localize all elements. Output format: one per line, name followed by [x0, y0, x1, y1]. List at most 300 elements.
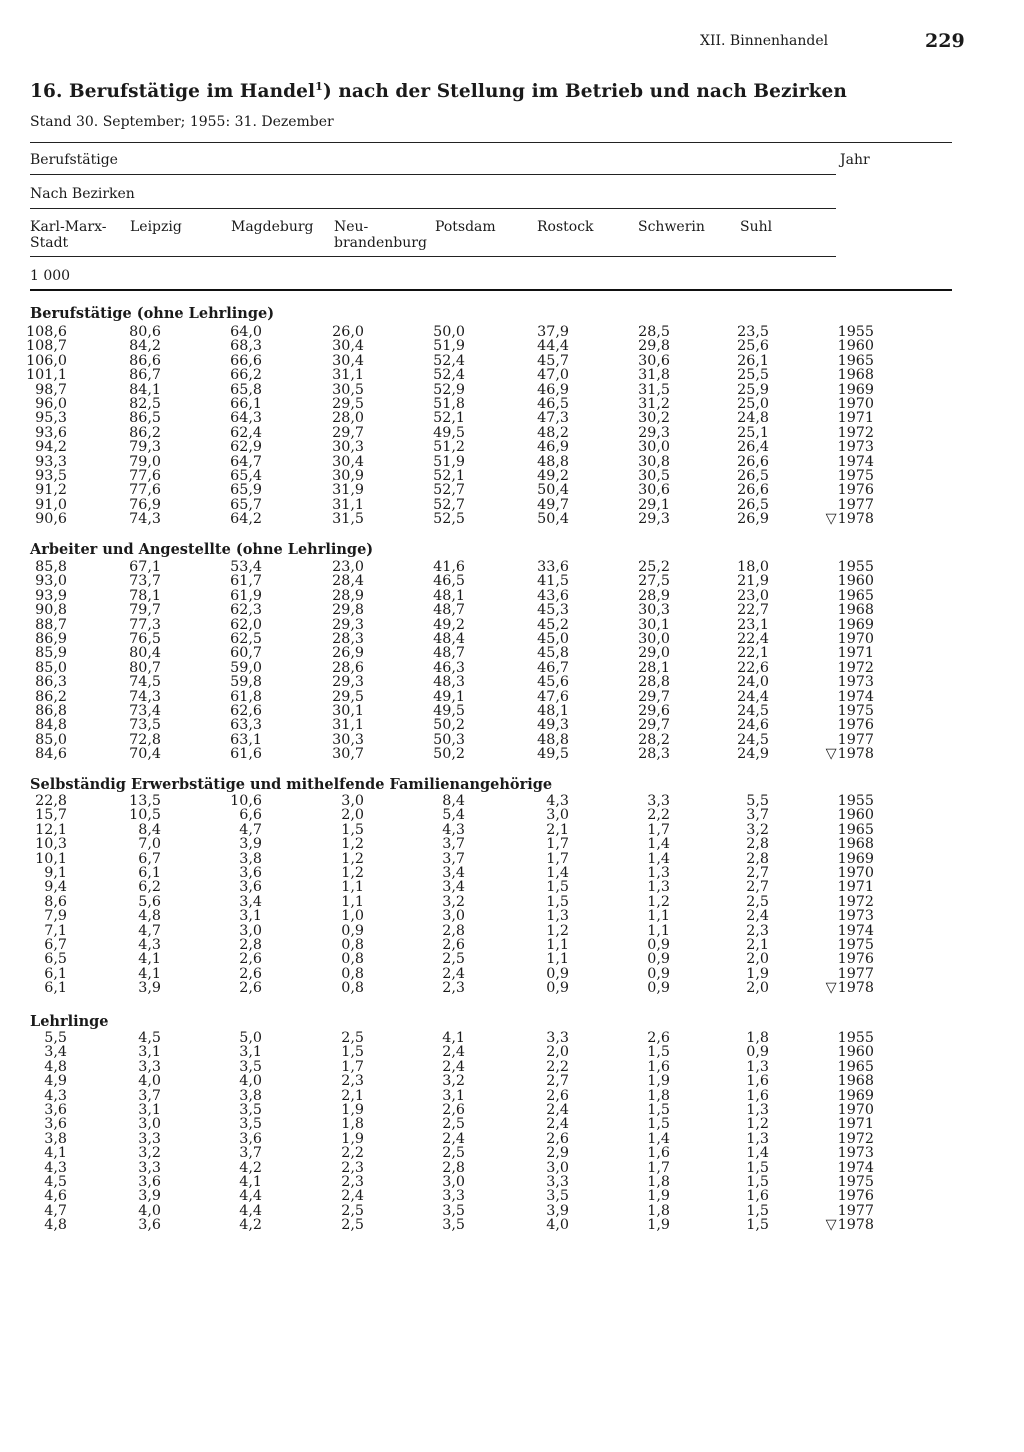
- table-cell: 28,1: [638, 659, 670, 676]
- table-cell: 64,2: [230, 511, 262, 528]
- table-row: [0, 794, 1024, 808]
- header-nach-bezirken: Nach Bezirken: [30, 186, 135, 202]
- table-cell: 22,1: [737, 645, 769, 662]
- table-cell: 93,3: [35, 453, 67, 470]
- running-head: XII. Binnenhandel: [700, 33, 829, 49]
- table-row: [0, 1031, 1024, 1045]
- table-cell: 3,3: [138, 1058, 161, 1075]
- table-cell: 52,9: [433, 381, 465, 398]
- table-cell: 3,5: [546, 1188, 569, 1205]
- table-cell: 65,7: [230, 496, 262, 513]
- table-cell: 2,2: [647, 807, 670, 824]
- table-cell: 30,7: [332, 746, 364, 763]
- table-cell: 65,9: [230, 482, 262, 499]
- table-cell: 86,3: [35, 674, 67, 691]
- table-cell: 25,1: [737, 424, 769, 441]
- year-label: 1974: [837, 922, 874, 939]
- table-cell: 43,6: [537, 587, 569, 604]
- table-cell: 1,8: [341, 1116, 364, 1133]
- year-cell: [818, 618, 874, 632]
- table-cell: 46,5: [537, 396, 569, 412]
- table-cell: 46,3: [433, 659, 465, 676]
- table-cell: 78,1: [129, 587, 161, 604]
- table-cell: 5,4: [442, 807, 465, 824]
- year-cell: [818, 354, 874, 368]
- table-cell: 1,4: [647, 1130, 670, 1147]
- table-cell: 79,7: [129, 602, 161, 619]
- table-row: [0, 733, 1024, 747]
- table-row: [0, 967, 1024, 981]
- year-cell: [818, 733, 874, 747]
- year-label: 1973: [837, 908, 874, 925]
- table-cell: 1,9: [647, 1073, 670, 1090]
- table-cell: 3,1: [239, 908, 262, 925]
- table-cell: 27,5: [638, 573, 670, 590]
- table-cell: 24,8: [737, 410, 769, 427]
- table-cell: 2,3: [341, 1174, 364, 1190]
- table-cell: 1,2: [647, 893, 670, 910]
- table-cell: 1,2: [546, 922, 569, 939]
- table-cell: 90,8: [35, 602, 67, 619]
- table-cell: 8,4: [442, 793, 465, 809]
- table-cell: 1,4: [546, 865, 569, 881]
- table-cell: 30,4: [332, 338, 364, 355]
- table-cell: 91,0: [35, 496, 67, 513]
- table-cell: 23,1: [737, 616, 769, 633]
- table-cell: 4,0: [239, 1073, 262, 1090]
- table-cell: 45,0: [537, 631, 569, 647]
- year-label: 1970: [837, 631, 874, 647]
- table-cell: 9,1: [44, 865, 67, 881]
- table-cell: 31,5: [638, 381, 670, 398]
- table-cell: 52,1: [433, 468, 465, 484]
- table-cell: 52,1: [433, 410, 465, 427]
- year-label: 1970: [837, 865, 874, 881]
- table-cell: 6,5: [44, 951, 67, 968]
- table-cell: 3,6: [239, 879, 262, 896]
- table-cell: 4,0: [138, 1202, 161, 1219]
- year-cell: [818, 1117, 874, 1131]
- table-cell: 3,9: [138, 1188, 161, 1205]
- table-cell: 6,1: [44, 965, 67, 982]
- table-row: [0, 909, 1024, 923]
- table-cell: 8,4: [138, 821, 161, 838]
- table-cell: 1,5: [647, 1044, 670, 1061]
- table-cell: 48,1: [537, 703, 569, 719]
- table-cell: 2,6: [546, 1087, 569, 1104]
- table-cell: 86,2: [129, 424, 161, 441]
- table-cell: 65,4: [230, 468, 262, 484]
- table-cell: 74,3: [129, 688, 161, 705]
- table-cell: 1,9: [341, 1102, 364, 1118]
- table-cell: 41,6: [433, 559, 465, 575]
- table-cell: 85,8: [35, 559, 67, 575]
- table-cell: 2,0: [341, 807, 364, 824]
- table-cell: 91,2: [35, 482, 67, 499]
- table-cell: 4,7: [239, 821, 262, 838]
- table-cell: 29,3: [332, 674, 364, 691]
- table-cell: 3,0: [138, 1116, 161, 1133]
- col-header-leipzig: Leipzig: [130, 219, 182, 235]
- table-cell: 1,3: [746, 1102, 769, 1118]
- table-cell: 9,4: [44, 879, 67, 896]
- table-row: [0, 718, 1024, 732]
- table-cell: 2,1: [546, 821, 569, 838]
- table-cell: 48,1: [433, 587, 465, 604]
- table-cell: 84,8: [35, 717, 67, 734]
- table-cell: 2,2: [341, 1145, 364, 1162]
- table-cell: 93,0: [35, 573, 67, 590]
- table-cell: 51,2: [433, 439, 465, 456]
- year-label: 1972: [837, 659, 874, 676]
- table-row: [0, 880, 1024, 894]
- table-cell: 84,2: [129, 338, 161, 355]
- table-cell: 49,2: [433, 616, 465, 633]
- table-cell: 62,5: [230, 631, 262, 647]
- table-cell: 3,3: [138, 1159, 161, 1176]
- year-cell: [818, 1175, 874, 1189]
- year-cell: [818, 1146, 874, 1160]
- table-cell: 4,6: [44, 1188, 67, 1205]
- table-cell: 2,5: [442, 1116, 465, 1133]
- table-cell: 37,9: [537, 324, 569, 340]
- table-cell: 48,8: [537, 453, 569, 470]
- table-cell: 26,5: [737, 496, 769, 513]
- table-cell: 1,7: [647, 1159, 670, 1176]
- table-cell: 1,9: [647, 1188, 670, 1205]
- table-cell: 74,5: [129, 674, 161, 691]
- table-cell: 29,5: [332, 396, 364, 412]
- table-cell: 30,9: [332, 468, 364, 484]
- table-cell: 1,7: [546, 836, 569, 853]
- table-cell: 2,5: [442, 1145, 465, 1162]
- year-label: 1965: [837, 821, 874, 838]
- table-cell: 28,5: [638, 324, 670, 340]
- table-cell: 2,4: [546, 1116, 569, 1133]
- table-cell: 85,0: [35, 731, 67, 748]
- year-cell: [818, 483, 874, 497]
- table-cell: 28,9: [332, 587, 364, 604]
- table-cell: 30,0: [638, 439, 670, 456]
- header-rule-bottom: [30, 289, 952, 291]
- section-title: Selbständig Erwerbstätige und mithelfende Familienangehörige: [30, 776, 553, 793]
- year-cell: [818, 794, 874, 808]
- table-cell: 59,8: [230, 674, 262, 691]
- table-cell: 68,3: [230, 338, 262, 355]
- table-cell: 2,8: [442, 922, 465, 939]
- table-cell: 61,6: [230, 746, 262, 763]
- year-cell: [818, 718, 874, 732]
- table-cell: 2,5: [341, 1202, 364, 1219]
- table-cell: 80,6: [129, 324, 161, 340]
- table-cell: 30,1: [638, 616, 670, 633]
- table-cell: 21,9: [737, 573, 769, 590]
- table-cell: 3,0: [442, 908, 465, 925]
- table-cell: 96,0: [35, 396, 67, 412]
- table-cell: 85,0: [35, 659, 67, 676]
- table-cell: 1,4: [647, 836, 670, 853]
- table-cell: 3,6: [44, 1116, 67, 1133]
- table-cell: 4,1: [44, 1145, 67, 1162]
- year-cell: [818, 574, 874, 588]
- table-cell: 3,1: [239, 1044, 262, 1061]
- table-cell: 2,5: [341, 1217, 364, 1234]
- table-cell: 88,7: [35, 616, 67, 633]
- year-cell: [818, 808, 874, 822]
- table-cell: 1,5: [746, 1202, 769, 1219]
- table-cell: 45,3: [537, 602, 569, 619]
- year-cell: [818, 426, 874, 440]
- table-cell: 1,7: [546, 850, 569, 867]
- col-header-suhl: Suhl: [740, 219, 773, 235]
- table-row: [0, 498, 1024, 512]
- header-rule-top: [30, 142, 952, 143]
- table-cell: 3,7: [442, 850, 465, 867]
- table-cell: 4,9: [44, 1073, 67, 1090]
- table-cell: 3,8: [239, 850, 262, 867]
- table-cell: 1,7: [647, 821, 670, 838]
- table-cell: 1,7: [341, 1058, 364, 1075]
- table-cell: 25,2: [638, 559, 670, 575]
- year-label: 1972: [837, 1130, 874, 1147]
- table-cell: 73,4: [129, 703, 161, 719]
- table-cell: 6,6: [239, 807, 262, 824]
- table-row: [0, 866, 1024, 880]
- table-cell: 26,4: [737, 439, 769, 456]
- table-cell: 108,7: [26, 338, 67, 355]
- table-cell: 70,4: [129, 746, 161, 763]
- year-cell: [818, 1132, 874, 1146]
- table-cell: 73,7: [129, 573, 161, 590]
- table-cell: 1,1: [546, 951, 569, 968]
- table-cell: 25,6: [737, 338, 769, 355]
- table-cell: 0,9: [746, 1044, 769, 1061]
- table-cell: 48,2: [537, 424, 569, 441]
- table-cell: 1,4: [746, 1145, 769, 1162]
- table-cell: 25,5: [737, 367, 769, 384]
- table-row: [0, 704, 1024, 718]
- table-cell: 62,6: [230, 703, 262, 719]
- table-cell: 1,2: [341, 850, 364, 867]
- table-cell: 76,5: [129, 631, 161, 647]
- year-label: 1977: [837, 965, 874, 982]
- table-cell: 1,3: [647, 879, 670, 896]
- table-cell: 30,2: [638, 410, 670, 427]
- table-row: [0, 661, 1024, 675]
- table-cell: 5,6: [138, 893, 161, 910]
- table-row: [0, 589, 1024, 603]
- year-label: 1971: [837, 879, 874, 896]
- table-title: [30, 80, 847, 102]
- table-cell: 73,5: [129, 717, 161, 734]
- table-cell: 3,5: [239, 1116, 262, 1133]
- table-row: [0, 455, 1024, 469]
- table-row: [0, 1175, 1024, 1189]
- col-header-schwerin: Schwerin: [638, 219, 705, 235]
- year-cell: [818, 1060, 874, 1074]
- year-cell: [818, 560, 874, 574]
- table-row: [0, 852, 1024, 866]
- table-cell: 2,8: [442, 1159, 465, 1176]
- table-row: [0, 397, 1024, 411]
- table-cell: 0,9: [546, 965, 569, 982]
- table-cell: 45,6: [537, 674, 569, 691]
- table-cell: 49,1: [433, 688, 465, 705]
- year-label: 1969: [837, 381, 874, 398]
- table-cell: 31,9: [332, 482, 364, 499]
- table-cell: 5,5: [44, 1030, 67, 1046]
- year-label: 1973: [837, 439, 874, 456]
- year-label: 1960: [837, 1044, 874, 1061]
- table-cell: 4,1: [239, 1174, 262, 1190]
- table-cell: 23,0: [332, 559, 364, 575]
- year-cell: [818, 880, 874, 894]
- table-cell: 0,9: [647, 980, 670, 997]
- year-label: 1973: [837, 1145, 874, 1162]
- footnote-marker: 1: [315, 80, 323, 93]
- table-cell: 2,8: [746, 850, 769, 867]
- provisional-mark: ▽: [825, 511, 837, 528]
- year-cell: [818, 837, 874, 851]
- table-cell: 86,2: [35, 688, 67, 705]
- table-cell: 0,9: [647, 965, 670, 982]
- year-label: 1976: [837, 1188, 874, 1205]
- table-row: [0, 895, 1024, 909]
- year-label: 1978: [837, 746, 874, 763]
- table-cell: 2,7: [546, 1073, 569, 1090]
- table-cell: 2,6: [239, 980, 262, 997]
- table-cell: 4,8: [44, 1217, 67, 1234]
- table-row: [0, 368, 1024, 382]
- table-cell: 49,2: [537, 468, 569, 484]
- table-cell: 85,9: [35, 645, 67, 662]
- year-label: 1955: [837, 1030, 874, 1046]
- year-cell: [818, 1218, 874, 1232]
- year-label: 1960: [837, 573, 874, 590]
- table-cell: 1,6: [746, 1188, 769, 1205]
- table-cell: 1,5: [546, 879, 569, 896]
- table-cell: 24,0: [737, 674, 769, 691]
- table-cell: 48,7: [433, 602, 465, 619]
- table-row: [0, 823, 1024, 837]
- table-cell: 4,3: [442, 821, 465, 838]
- table-cell: 24,5: [737, 703, 769, 719]
- table-cell: 3,9: [546, 1202, 569, 1219]
- table-cell: 3,2: [746, 821, 769, 838]
- table-cell: 48,3: [433, 674, 465, 691]
- table-cell: 1,3: [746, 1130, 769, 1147]
- table-cell: 62,4: [230, 424, 262, 441]
- table-cell: 50,4: [537, 482, 569, 499]
- table-cell: 26,9: [737, 511, 769, 528]
- table-row: [0, 1074, 1024, 1088]
- table-title-main: Berufstätige im Handel: [69, 81, 316, 103]
- year-label: 1971: [837, 645, 874, 662]
- table-cell: 50,0: [433, 324, 465, 340]
- table-cell: 3,7: [442, 836, 465, 853]
- table-cell: 4,5: [44, 1174, 67, 1190]
- table-cell: 46,9: [537, 439, 569, 456]
- table-cell: 3,1: [138, 1102, 161, 1118]
- table-cell: 52,4: [433, 367, 465, 384]
- year-label: 1972: [837, 893, 874, 910]
- year-cell: [818, 747, 874, 761]
- table-cell: 31,8: [638, 367, 670, 384]
- table-cell: 1,6: [746, 1087, 769, 1104]
- year-label: 1969: [837, 616, 874, 633]
- table-row: [0, 1060, 1024, 1074]
- table-cell: 45,2: [537, 616, 569, 633]
- table-cell: 29,7: [332, 424, 364, 441]
- year-label: 1977: [837, 1202, 874, 1219]
- table-cell: 46,9: [537, 381, 569, 398]
- year-cell: [818, 1189, 874, 1203]
- table-cell: 7,1: [44, 922, 67, 939]
- year-label: 1971: [837, 410, 874, 427]
- table-cell: 24,4: [737, 688, 769, 705]
- table-cell: 30,3: [332, 731, 364, 748]
- table-cell: 77,6: [129, 468, 161, 484]
- year-cell: [818, 603, 874, 617]
- year-cell: [818, 675, 874, 689]
- table-row: [0, 1204, 1024, 1218]
- table-cell: 6,7: [138, 850, 161, 867]
- table-cell: 1,0: [341, 908, 364, 925]
- table-cell: 3,9: [138, 980, 161, 997]
- table-cell: 1,6: [746, 1073, 769, 1090]
- year-cell: [818, 469, 874, 483]
- table-cell: 1,3: [647, 865, 670, 881]
- year-cell: [818, 981, 874, 995]
- table-cell: 61,7: [230, 573, 262, 590]
- year-label: 1960: [837, 807, 874, 824]
- table-cell: 1,5: [647, 1116, 670, 1133]
- year-cell: [818, 866, 874, 880]
- unit-label: 1 000: [30, 268, 71, 284]
- header-berufstaetige: Berufstätige: [30, 152, 118, 168]
- table-row: [0, 574, 1024, 588]
- table-cell: 1,3: [746, 1058, 769, 1075]
- section-title: Lehrlinge: [30, 1013, 109, 1030]
- year-label: 1976: [837, 951, 874, 968]
- table-cell: 24,5: [737, 731, 769, 748]
- year-cell: [818, 924, 874, 938]
- table-cell: 4,3: [546, 793, 569, 809]
- table-cell: 52,7: [433, 496, 465, 513]
- table-cell: 50,3: [433, 731, 465, 748]
- year-label: 1968: [837, 367, 874, 384]
- table-cell: 24,9: [737, 746, 769, 763]
- table-cell: 3,6: [239, 1130, 262, 1147]
- year-label: 1968: [837, 602, 874, 619]
- table-cell: 1,6: [647, 1058, 670, 1075]
- table-row: [0, 952, 1024, 966]
- table-cell: 5,5: [746, 793, 769, 809]
- table-cell: 4,8: [138, 908, 161, 925]
- year-label: 1975: [837, 1174, 874, 1190]
- table-cell: 23,5: [737, 324, 769, 340]
- table-cell: 2,9: [546, 1145, 569, 1162]
- table-cell: 1,5: [546, 893, 569, 910]
- year-cell: [818, 1074, 874, 1088]
- table-cell: 28,0: [332, 410, 364, 427]
- table-cell: 79,3: [129, 439, 161, 456]
- table-cell: 86,5: [129, 410, 161, 427]
- table-cell: 93,6: [35, 424, 67, 441]
- table-cell: 2,3: [746, 922, 769, 939]
- table-cell: 64,0: [230, 324, 262, 340]
- table-cell: 22,4: [737, 631, 769, 647]
